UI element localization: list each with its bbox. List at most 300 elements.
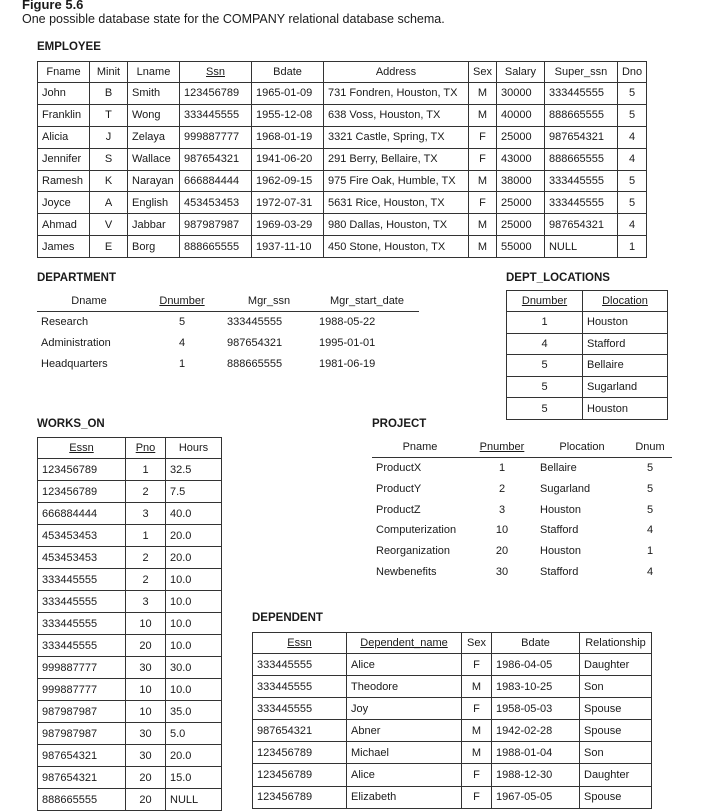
table-cell: Alice xyxy=(347,764,462,786)
table-cell: F xyxy=(469,126,497,148)
table-cell: 123456789 xyxy=(253,764,347,786)
table-cell: 888665555 xyxy=(544,104,617,126)
table-cell: 453453453 xyxy=(38,547,126,569)
table-cell: Reorganization xyxy=(376,545,450,558)
table-cell: John xyxy=(38,83,90,105)
table-cell: 20 xyxy=(126,635,166,657)
table-cell: 333445555 xyxy=(38,591,126,613)
table-cell: 333445555 xyxy=(227,316,283,329)
table-cell: 333445555 xyxy=(38,569,126,591)
column-header: Ssn xyxy=(180,62,252,83)
table-cell: 333445555 xyxy=(38,635,126,657)
table-cell: Stafford xyxy=(583,333,668,355)
table-cell: 987654321 xyxy=(227,337,283,350)
table-cell: 20 xyxy=(126,789,166,811)
table-cell: 5 xyxy=(507,355,583,377)
table-cell: 1972-07-31 xyxy=(252,192,324,214)
table-cell: Sugarland xyxy=(583,376,668,398)
column-header: Plocation xyxy=(536,437,628,458)
table-cell: 5 xyxy=(646,462,654,475)
table-row xyxy=(38,148,647,170)
dependent-table xyxy=(252,632,652,809)
works-on-label: WORKS_ON xyxy=(37,418,105,430)
table-cell: 5 xyxy=(507,376,583,398)
table-cell: 5 xyxy=(617,192,646,214)
table-cell: 666884444 xyxy=(180,170,252,192)
table-cell: 1969-03-29 xyxy=(252,214,324,236)
table-cell: 10 xyxy=(126,701,166,723)
table-cell: 453453453 xyxy=(180,192,252,214)
dept-locations-table xyxy=(506,290,668,420)
table-cell: 38000 xyxy=(496,170,544,192)
column-header: Mgr_ssn xyxy=(223,291,315,312)
table-cell: 1937-11-10 xyxy=(252,236,324,258)
table-cell: 3 xyxy=(126,503,166,525)
table-cell: 1988-05-22 xyxy=(319,316,376,329)
table-cell: Zelaya xyxy=(128,126,180,148)
table-cell: 3 xyxy=(498,503,506,516)
table-row xyxy=(372,458,672,479)
table-cell: Headquarters xyxy=(41,357,108,370)
department-label: DEPARTMENT xyxy=(37,272,117,284)
column-header: Dependent_name xyxy=(347,633,462,654)
table-cell: 1967-05-05 xyxy=(492,786,580,808)
table-row xyxy=(507,355,668,377)
table-row xyxy=(253,764,652,786)
column-header: Pname xyxy=(372,437,468,458)
table-row xyxy=(38,723,222,745)
table-cell: 5 xyxy=(617,170,646,192)
column-header: Salary xyxy=(496,62,544,83)
table-cell: M xyxy=(462,720,492,742)
table-cell: 1968-01-19 xyxy=(252,126,324,148)
table-cell: Spouse xyxy=(580,786,652,808)
table-cell: Theodore xyxy=(347,676,462,698)
table-row xyxy=(507,398,668,420)
table-cell: 987987987 xyxy=(180,214,252,236)
table-cell: 5 xyxy=(178,316,186,329)
department-table xyxy=(37,291,419,374)
table-cell: 30 xyxy=(126,745,166,767)
table-cell: 20.0 xyxy=(166,547,222,569)
employee-table xyxy=(37,61,647,258)
table-cell: 1988-01-04 xyxy=(492,742,580,764)
table-cell: Abner xyxy=(347,720,462,742)
table-cell: B xyxy=(90,83,128,105)
table-row xyxy=(253,786,652,808)
table-cell: 10.0 xyxy=(166,591,222,613)
table-cell: 25000 xyxy=(496,126,544,148)
table-cell: Stafford xyxy=(540,524,579,537)
table-cell: M xyxy=(469,214,497,236)
table-cell: 888665555 xyxy=(180,236,252,258)
table-row xyxy=(38,236,647,258)
table-cell: 731 Fondren, Houston, TX xyxy=(324,83,469,105)
table-cell: 5 xyxy=(617,83,646,105)
table-row xyxy=(38,83,647,105)
column-header: Mgr_start_date xyxy=(315,291,419,312)
table-cell: F xyxy=(462,654,492,676)
table-cell: M xyxy=(469,83,497,105)
column-header: Dnum xyxy=(628,437,672,458)
table-cell: 1981-06-19 xyxy=(319,357,376,370)
column-header: Hours xyxy=(166,438,222,459)
table-cell: 333445555 xyxy=(253,698,347,720)
table-row xyxy=(38,192,647,214)
table-cell: Joyce xyxy=(38,192,90,214)
table-cell: 40.0 xyxy=(166,503,222,525)
table-row xyxy=(38,613,222,635)
table-cell: Jennifer xyxy=(38,148,90,170)
table-cell: Daughter xyxy=(580,654,652,676)
table-row xyxy=(38,525,222,547)
table-row xyxy=(507,312,668,334)
table-cell: 20 xyxy=(126,767,166,789)
table-cell: F xyxy=(462,786,492,808)
table-cell: ProductY xyxy=(376,483,422,496)
column-header: Sex xyxy=(469,62,497,83)
column-header: Bdate xyxy=(492,633,580,654)
column-header: Bdate xyxy=(252,62,324,83)
table-cell: 987654321 xyxy=(38,745,126,767)
table-cell: 333445555 xyxy=(544,83,617,105)
table-cell: 5 xyxy=(507,398,583,420)
table-row xyxy=(372,479,672,500)
table-cell: 2 xyxy=(126,547,166,569)
column-header: Pnumber xyxy=(468,437,536,458)
table-row xyxy=(38,657,222,679)
dependent-label: DEPENDENT xyxy=(252,612,323,624)
table-cell: NULL xyxy=(166,789,222,811)
table-row xyxy=(38,635,222,657)
table-cell: 3 xyxy=(126,591,166,613)
column-header: Dname xyxy=(37,291,141,312)
table-cell: Ahmad xyxy=(38,214,90,236)
column-header: Dnumber xyxy=(507,291,583,312)
project-table xyxy=(372,437,672,582)
table-row xyxy=(38,547,222,569)
table-cell: F xyxy=(462,698,492,720)
table-cell: 3321 Castle, Spring, TX xyxy=(324,126,469,148)
table-cell: Ramesh xyxy=(38,170,90,192)
dept-locations-header-row xyxy=(507,291,668,312)
table-cell: 2 xyxy=(498,483,506,496)
table-cell: J xyxy=(90,126,128,148)
table-cell: 4 xyxy=(507,333,583,355)
table-row xyxy=(507,376,668,398)
table-cell: 1986-04-05 xyxy=(492,654,580,676)
table-cell: 30 xyxy=(126,657,166,679)
table-cell: A xyxy=(90,192,128,214)
table-cell: 5 xyxy=(646,483,654,496)
table-cell: Franklin xyxy=(38,104,90,126)
table-cell: English xyxy=(128,192,180,214)
table-cell: 1983-10-25 xyxy=(492,676,580,698)
table-cell: 666884444 xyxy=(38,503,126,525)
column-header: Lname xyxy=(128,62,180,83)
table-row xyxy=(37,333,419,354)
table-cell: 1 xyxy=(126,459,166,481)
table-row xyxy=(38,701,222,723)
table-cell: 999887777 xyxy=(38,679,126,701)
table-row xyxy=(253,720,652,742)
table-cell: 4 xyxy=(178,337,186,350)
table-row xyxy=(38,767,222,789)
employee-label: EMPLOYEE xyxy=(37,41,101,53)
table-cell: 20 xyxy=(495,545,509,558)
table-cell: 10 xyxy=(495,524,509,537)
table-cell: S xyxy=(90,148,128,170)
table-cell: 1988-12-30 xyxy=(492,764,580,786)
table-cell: M xyxy=(469,236,497,258)
table-cell: 1955-12-08 xyxy=(252,104,324,126)
table-cell: Research xyxy=(41,316,89,329)
table-cell: 987654321 xyxy=(180,148,252,170)
table-row xyxy=(37,312,419,333)
column-header: Fname xyxy=(38,62,90,83)
table-cell: 291 Berry, Bellaire, TX xyxy=(324,148,469,170)
table-cell: Bellaire xyxy=(540,462,577,475)
table-cell: 1 xyxy=(126,525,166,547)
table-cell: 1942-02-28 xyxy=(492,720,580,742)
table-cell: Houston xyxy=(583,312,668,334)
table-cell: 5 xyxy=(646,503,654,516)
project-header-row xyxy=(372,437,672,458)
table-cell: M xyxy=(469,104,497,126)
table-cell: 123456789 xyxy=(253,786,347,808)
table-cell: Administration xyxy=(41,337,111,350)
table-cell: Houston xyxy=(583,398,668,420)
table-cell: 987987987 xyxy=(38,723,126,745)
table-cell: 1995-01-01 xyxy=(319,337,376,350)
table-cell: Stafford xyxy=(540,565,579,578)
column-header: Super_ssn xyxy=(544,62,617,83)
table-cell: 123456789 xyxy=(38,459,126,481)
table-cell: Spouse xyxy=(580,698,652,720)
table-cell: Bellaire xyxy=(583,355,668,377)
table-cell: 7.5 xyxy=(166,481,222,503)
table-cell: 32.5 xyxy=(166,459,222,481)
column-header: Dnumber xyxy=(141,291,223,312)
table-row xyxy=(253,698,652,720)
table-row xyxy=(38,503,222,525)
table-cell: 975 Fire Oak, Humble, TX xyxy=(324,170,469,192)
table-cell: F xyxy=(462,764,492,786)
table-cell: M xyxy=(462,742,492,764)
works-on-header-row xyxy=(38,438,222,459)
column-header: Essn xyxy=(253,633,347,654)
table-cell: 1962-09-15 xyxy=(252,170,324,192)
table-cell: 333445555 xyxy=(38,613,126,635)
table-cell: Houston xyxy=(540,545,581,558)
table-cell: 10.0 xyxy=(166,569,222,591)
table-cell: 5 xyxy=(617,104,646,126)
table-cell: James xyxy=(38,236,90,258)
table-cell: 25000 xyxy=(496,214,544,236)
table-cell: V xyxy=(90,214,128,236)
table-cell: M xyxy=(469,170,497,192)
table-cell: 4 xyxy=(617,214,646,236)
table-cell: 40000 xyxy=(496,104,544,126)
table-cell: 333445555 xyxy=(253,676,347,698)
table-cell: 4 xyxy=(617,148,646,170)
table-row xyxy=(38,481,222,503)
table-row xyxy=(372,561,672,582)
table-cell: 980 Dallas, Houston, TX xyxy=(324,214,469,236)
table-cell: 888665555 xyxy=(38,789,126,811)
table-cell: T xyxy=(90,104,128,126)
table-cell: Wong xyxy=(128,104,180,126)
table-cell: 30.0 xyxy=(166,657,222,679)
table-cell: Houston xyxy=(540,503,581,516)
table-cell: Jabbar xyxy=(128,214,180,236)
table-row xyxy=(37,353,419,374)
column-header: Dlocation xyxy=(583,291,668,312)
table-cell: 1 xyxy=(646,545,654,558)
table-cell: 30 xyxy=(495,565,509,578)
table-cell: 20.0 xyxy=(166,525,222,547)
table-cell: 1 xyxy=(617,236,646,258)
table-cell: 123456789 xyxy=(253,742,347,764)
table-row xyxy=(372,520,672,541)
table-cell: 25000 xyxy=(496,192,544,214)
table-cell: 1 xyxy=(507,312,583,334)
project-label: PROJECT xyxy=(372,418,427,430)
table-cell: Newbenefits xyxy=(376,565,437,578)
table-row xyxy=(372,541,672,562)
table-cell: Alicia xyxy=(38,126,90,148)
department-header-row xyxy=(37,291,419,312)
table-cell: 30000 xyxy=(496,83,544,105)
table-cell: E xyxy=(90,236,128,258)
figure-caption: One possible database state for the COMPANY relational database schema. xyxy=(22,12,445,26)
table-cell: 30 xyxy=(126,723,166,745)
table-cell: Computerization xyxy=(376,524,457,537)
dept-locations-label: DEPT_LOCATIONS xyxy=(506,272,610,284)
table-cell: 2 xyxy=(126,569,166,591)
table-cell: Daughter xyxy=(580,764,652,786)
table-cell: Wallace xyxy=(128,148,180,170)
table-cell: F xyxy=(469,148,497,170)
dependent-header-row xyxy=(253,633,652,654)
table-cell: 10.0 xyxy=(166,679,222,701)
table-row xyxy=(38,459,222,481)
table-cell: 2 xyxy=(126,481,166,503)
table-row xyxy=(38,104,647,126)
table-cell: Michael xyxy=(347,742,462,764)
table-cell: Spouse xyxy=(580,720,652,742)
table-row xyxy=(372,499,672,520)
table-cell: 987654321 xyxy=(544,214,617,236)
table-row xyxy=(38,170,647,192)
table-row xyxy=(253,742,652,764)
table-cell: 10.0 xyxy=(166,613,222,635)
table-cell: 333445555 xyxy=(544,170,617,192)
table-cell: 1 xyxy=(178,357,186,370)
table-cell: 5631 Rice, Houston, TX xyxy=(324,192,469,214)
table-cell: 987654321 xyxy=(544,126,617,148)
table-cell: ProductX xyxy=(376,462,422,475)
table-cell: 1958-05-03 xyxy=(492,698,580,720)
table-cell: 123456789 xyxy=(180,83,252,105)
table-cell: ProductZ xyxy=(376,503,421,516)
table-cell: 10 xyxy=(126,679,166,701)
table-cell: 15.0 xyxy=(166,767,222,789)
table-cell: 999887777 xyxy=(38,657,126,679)
table-cell: 43000 xyxy=(496,148,544,170)
table-cell: Joy xyxy=(347,698,462,720)
column-header: Relationship xyxy=(580,633,652,654)
table-cell: NULL xyxy=(544,236,617,258)
table-cell: Son xyxy=(580,676,652,698)
column-header: Minit xyxy=(90,62,128,83)
column-header: Sex xyxy=(462,633,492,654)
table-row xyxy=(38,591,222,613)
table-cell: Sugarland xyxy=(540,483,591,496)
table-row xyxy=(38,569,222,591)
employee-header-row xyxy=(38,62,647,83)
table-cell: 35.0 xyxy=(166,701,222,723)
table-row xyxy=(38,745,222,767)
table-cell: 10 xyxy=(126,613,166,635)
table-cell: 10.0 xyxy=(166,635,222,657)
table-cell: Narayan xyxy=(128,170,180,192)
table-cell: 5.0 xyxy=(166,723,222,745)
table-cell: 888665555 xyxy=(227,357,283,370)
table-cell: 987987987 xyxy=(38,701,126,723)
table-cell: 20.0 xyxy=(166,745,222,767)
table-cell: F xyxy=(469,192,497,214)
table-cell: 4 xyxy=(646,524,654,537)
table-row xyxy=(253,676,652,698)
column-header: Pno xyxy=(126,438,166,459)
table-cell: 4 xyxy=(617,126,646,148)
column-header: Essn xyxy=(38,438,126,459)
table-cell: 1965-01-09 xyxy=(252,83,324,105)
table-cell: Smith xyxy=(128,83,180,105)
table-cell: M xyxy=(462,676,492,698)
table-cell: 1941-06-20 xyxy=(252,148,324,170)
table-cell: 55000 xyxy=(496,236,544,258)
table-cell: 123456789 xyxy=(38,481,126,503)
table-row xyxy=(38,679,222,701)
table-cell: Borg xyxy=(128,236,180,258)
column-header: Address xyxy=(324,62,469,83)
table-row xyxy=(253,654,652,676)
table-cell: 450 Stone, Houston, TX xyxy=(324,236,469,258)
table-cell: K xyxy=(90,170,128,192)
table-row xyxy=(38,126,647,148)
table-cell: 333445555 xyxy=(253,654,347,676)
table-cell: Son xyxy=(580,742,652,764)
table-cell: 987654321 xyxy=(38,767,126,789)
table-cell: 333445555 xyxy=(180,104,252,126)
table-cell: 888665555 xyxy=(544,148,617,170)
table-row xyxy=(38,214,647,236)
works-on-table xyxy=(37,437,222,811)
table-cell: 333445555 xyxy=(544,192,617,214)
table-row xyxy=(507,333,668,355)
table-cell: 638 Voss, Houston, TX xyxy=(324,104,469,126)
table-cell: 453453453 xyxy=(38,525,126,547)
table-row xyxy=(38,789,222,811)
figure-title: Figure 5.6 xyxy=(22,0,84,12)
column-header: Dno xyxy=(617,62,646,83)
table-cell: 999887777 xyxy=(180,126,252,148)
table-cell: 987654321 xyxy=(253,720,347,742)
table-cell: Alice xyxy=(347,654,462,676)
table-cell: 4 xyxy=(646,565,654,578)
